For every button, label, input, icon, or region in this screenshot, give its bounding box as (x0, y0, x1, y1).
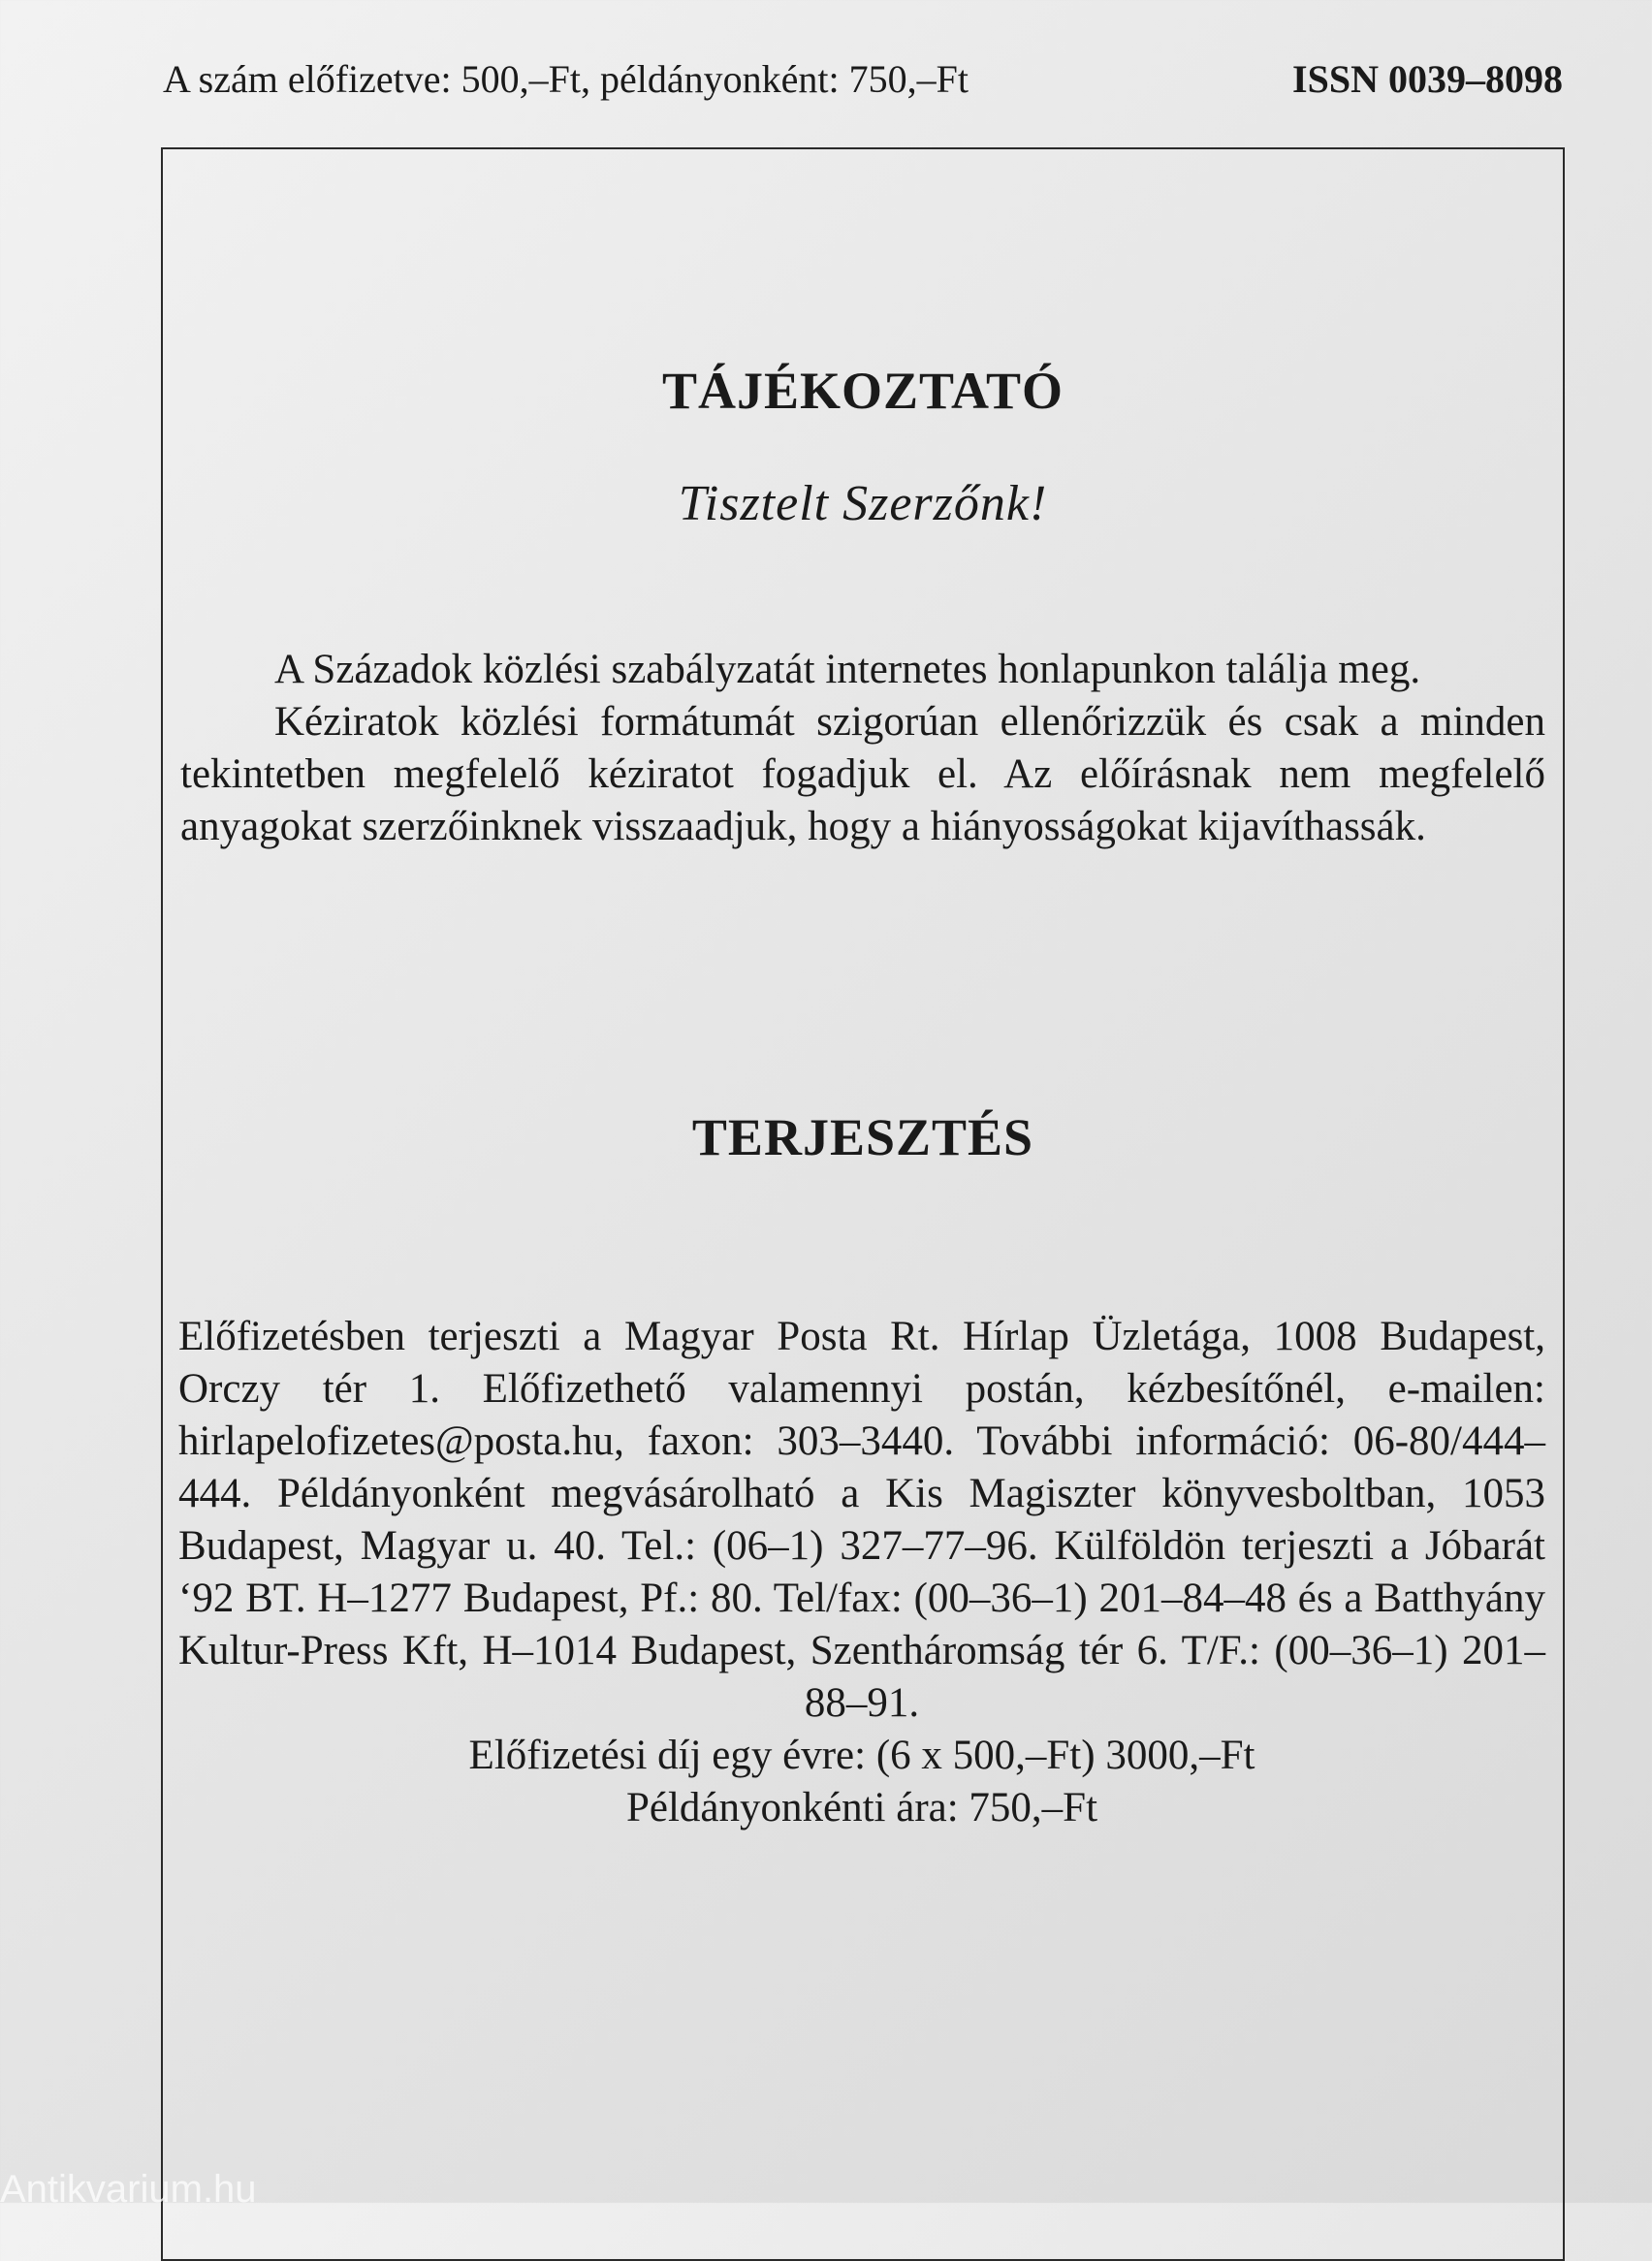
single-copy-price: Példányonkénti ára: 750,–Ft (625, 1785, 1098, 1831)
annual-fee: Előfizetési díj egy évre: (6 x 500,–Ft) 3000,–Ft (468, 1733, 1255, 1778)
distribution-title: TERJESZTÉS (691, 1108, 1034, 1166)
info-body (180, 644, 1545, 853)
info-title: TÁJÉKOZTATÓ (661, 362, 1064, 420)
distribution-body (178, 1311, 1545, 1834)
distribution-paragraph: Előfizetésben terjeszti a Magyar Posta Rt. Hírlap Üzletága, 1008 Budapest, Orczy tér 1. Előfizethető valamennyi postán, kézbesítőnél, e-mailen: hirlapelofizetes@posta.hu, faxon: 303–3440. További információ: 06-80/444–444. Példányonként megvásárolható a Kis Magiszter könyvesboltban, 1053 Budapest, Magyar u. 40. Tel.: (06–1) 327–77–96. Külföldön terjeszti a Jóbarát ‘92 BT. H–1277 Budapest, Pf.: 80. Tel/fax: (00–36–1) 201–84–48 és a Batthyány Kultur-Press Kft, H–1014 Budapest, Szentháromság tér 6. T/F.: (00–36–1) 201–88–91. (178, 1314, 1545, 1726)
info-paragraph: Kéziratok közlési formátumát szigorúan ellenőrizzük és csak a minden tekintetben megfelelő kéziratot fogadjuk el. Az előírásnak nem megfelelő anyagokat szerzőinknek visszaadjuk, hogy a hiányosságokat kijavíthassák. (180, 699, 1545, 849)
salutation: Tisztelt Szerzőnk! (678, 476, 1048, 531)
subscription-price-line: A szám előfizetve: 500,–Ft, példányonként: 750,–Ft (163, 57, 969, 101)
info-paragraph: A Századok közlési szabályzatát internetes honlapunkon találja meg. (274, 647, 1421, 692)
issn-number: ISSN 0039–8098 (1292, 57, 1563, 101)
watermark: Antikvarium.hu (0, 2168, 257, 2211)
content-frame (161, 147, 1565, 2261)
header (163, 56, 1563, 105)
